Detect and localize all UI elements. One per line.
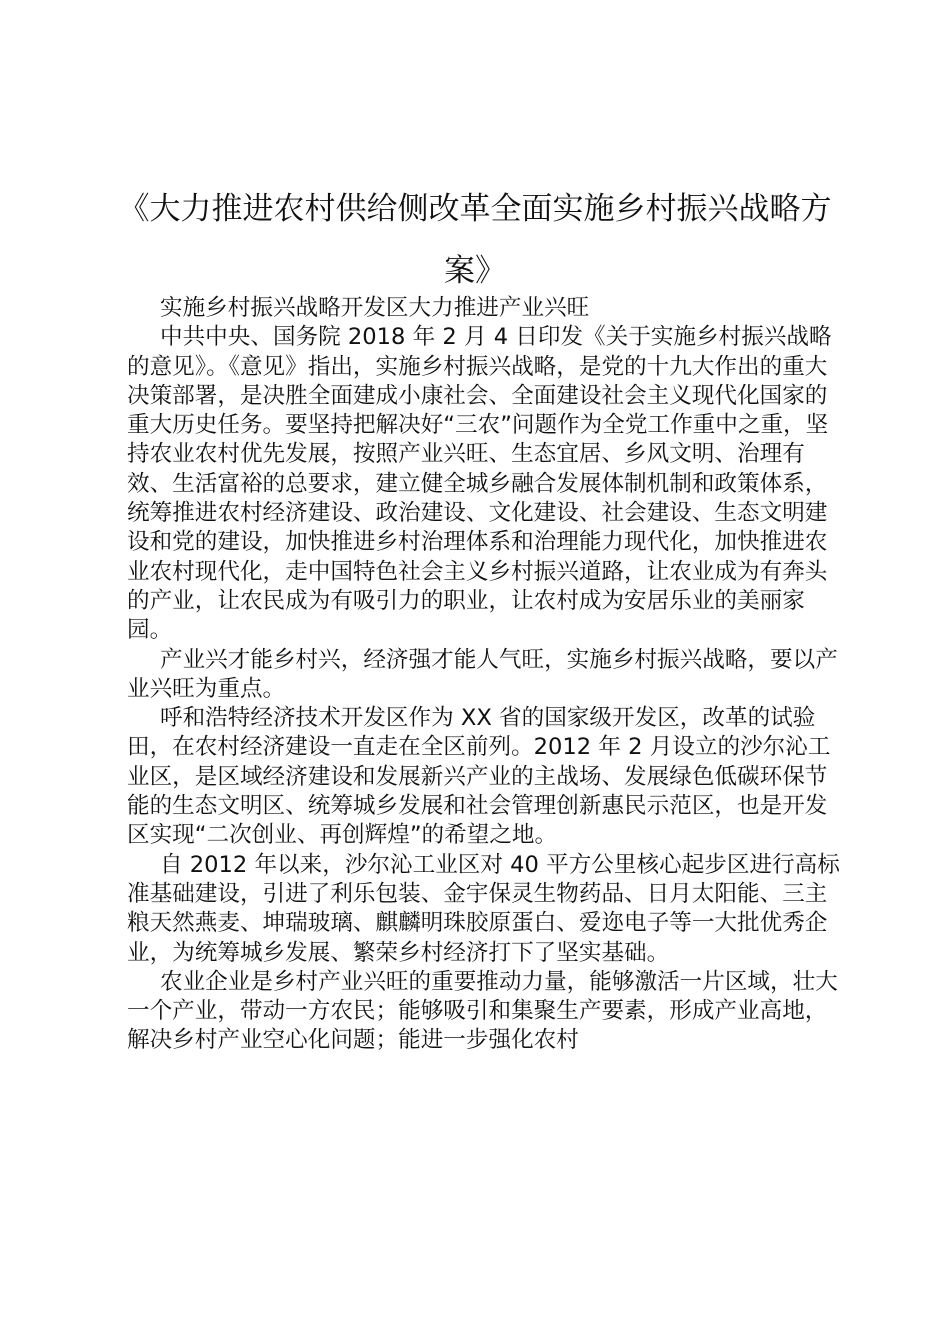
paragraph-subtitle: 实施乡村振兴战略开发区大力推进产业兴旺 (160, 295, 590, 321)
paragraph: 呼和浩特经济技术开发区作为 XX 省的国家级开发区，改革的试验田，在农村经济建设一直走在全区前列。2012 年 2 月设立的沙尔沁工业区，是区域经济建设和发展新兴产业的主战场、发展绿色低碳环保节能的生态文明区、统筹城乡发展和社会管理创新惠民示范区，也是开发区实现“二次创业、再创辉煌”的希望之地。 (127, 705, 831, 849)
paragraph: 中共中央、国务院 2018 年 2 月 4 日印发《关于实施乡村振兴战略的意见》。《意见》指出，实施乡村振兴战略，是党的十九大作出的重大决策部署，是决胜全面建成小康社会、全面建设社会主义现代化国家的重大历史任务。要坚持把解决好“三农”问题作为全党工作重中之重，坚持农业农村优先发展，按照产业兴旺、生态宜居、乡风文明、治理有效、生活富裕的总要求，建立健全城乡融合发展体制机制和政策体系，统筹推进农村经济建设、政治建设、文化建设、社会建设、生态文明建设和党的建设，加快推进乡村治理体系和治理能力现代化，加快推进农业农村现代化，走中国特色社会主义乡村振兴道路，让农业成为有奔头的产业，让农民成为有吸引力的职业，让农村成为安居乐业的美丽家园。 (127, 324, 832, 644)
paragraph: 产业兴才能乡村兴，经济强才能人气旺，实施乡村振兴战略，要以产业兴旺为重点。 (127, 646, 838, 702)
document-title: 《大力推进农村供给侧改革全面实施乡村振兴战略方案》 (118, 191, 832, 289)
paragraph: 农业企业是乡村产业兴旺的重要推动力量，能够激活一片区域，壮大一个产业，带动一方农民；能够吸引和集聚生产要素，形成产业高地，解决乡村产业空心化问题；能进一步强化农村 (127, 968, 838, 1054)
paragraph: 自 2012 年以来，沙尔沁工业区对 40 平方公里核心起步区进行高标准基础建设，引进了利乐包装、金宇保灵生物药品、日月太阳能、三主粮天然燕麦、坤瑞玻璃、麒麟明珠胶原蛋白、爱迩电子等一大批优秀企业，为统筹城乡发展、繁荣乡村经济打下了坚实基础。 (127, 851, 840, 966)
document-body (127, 294, 842, 1056)
